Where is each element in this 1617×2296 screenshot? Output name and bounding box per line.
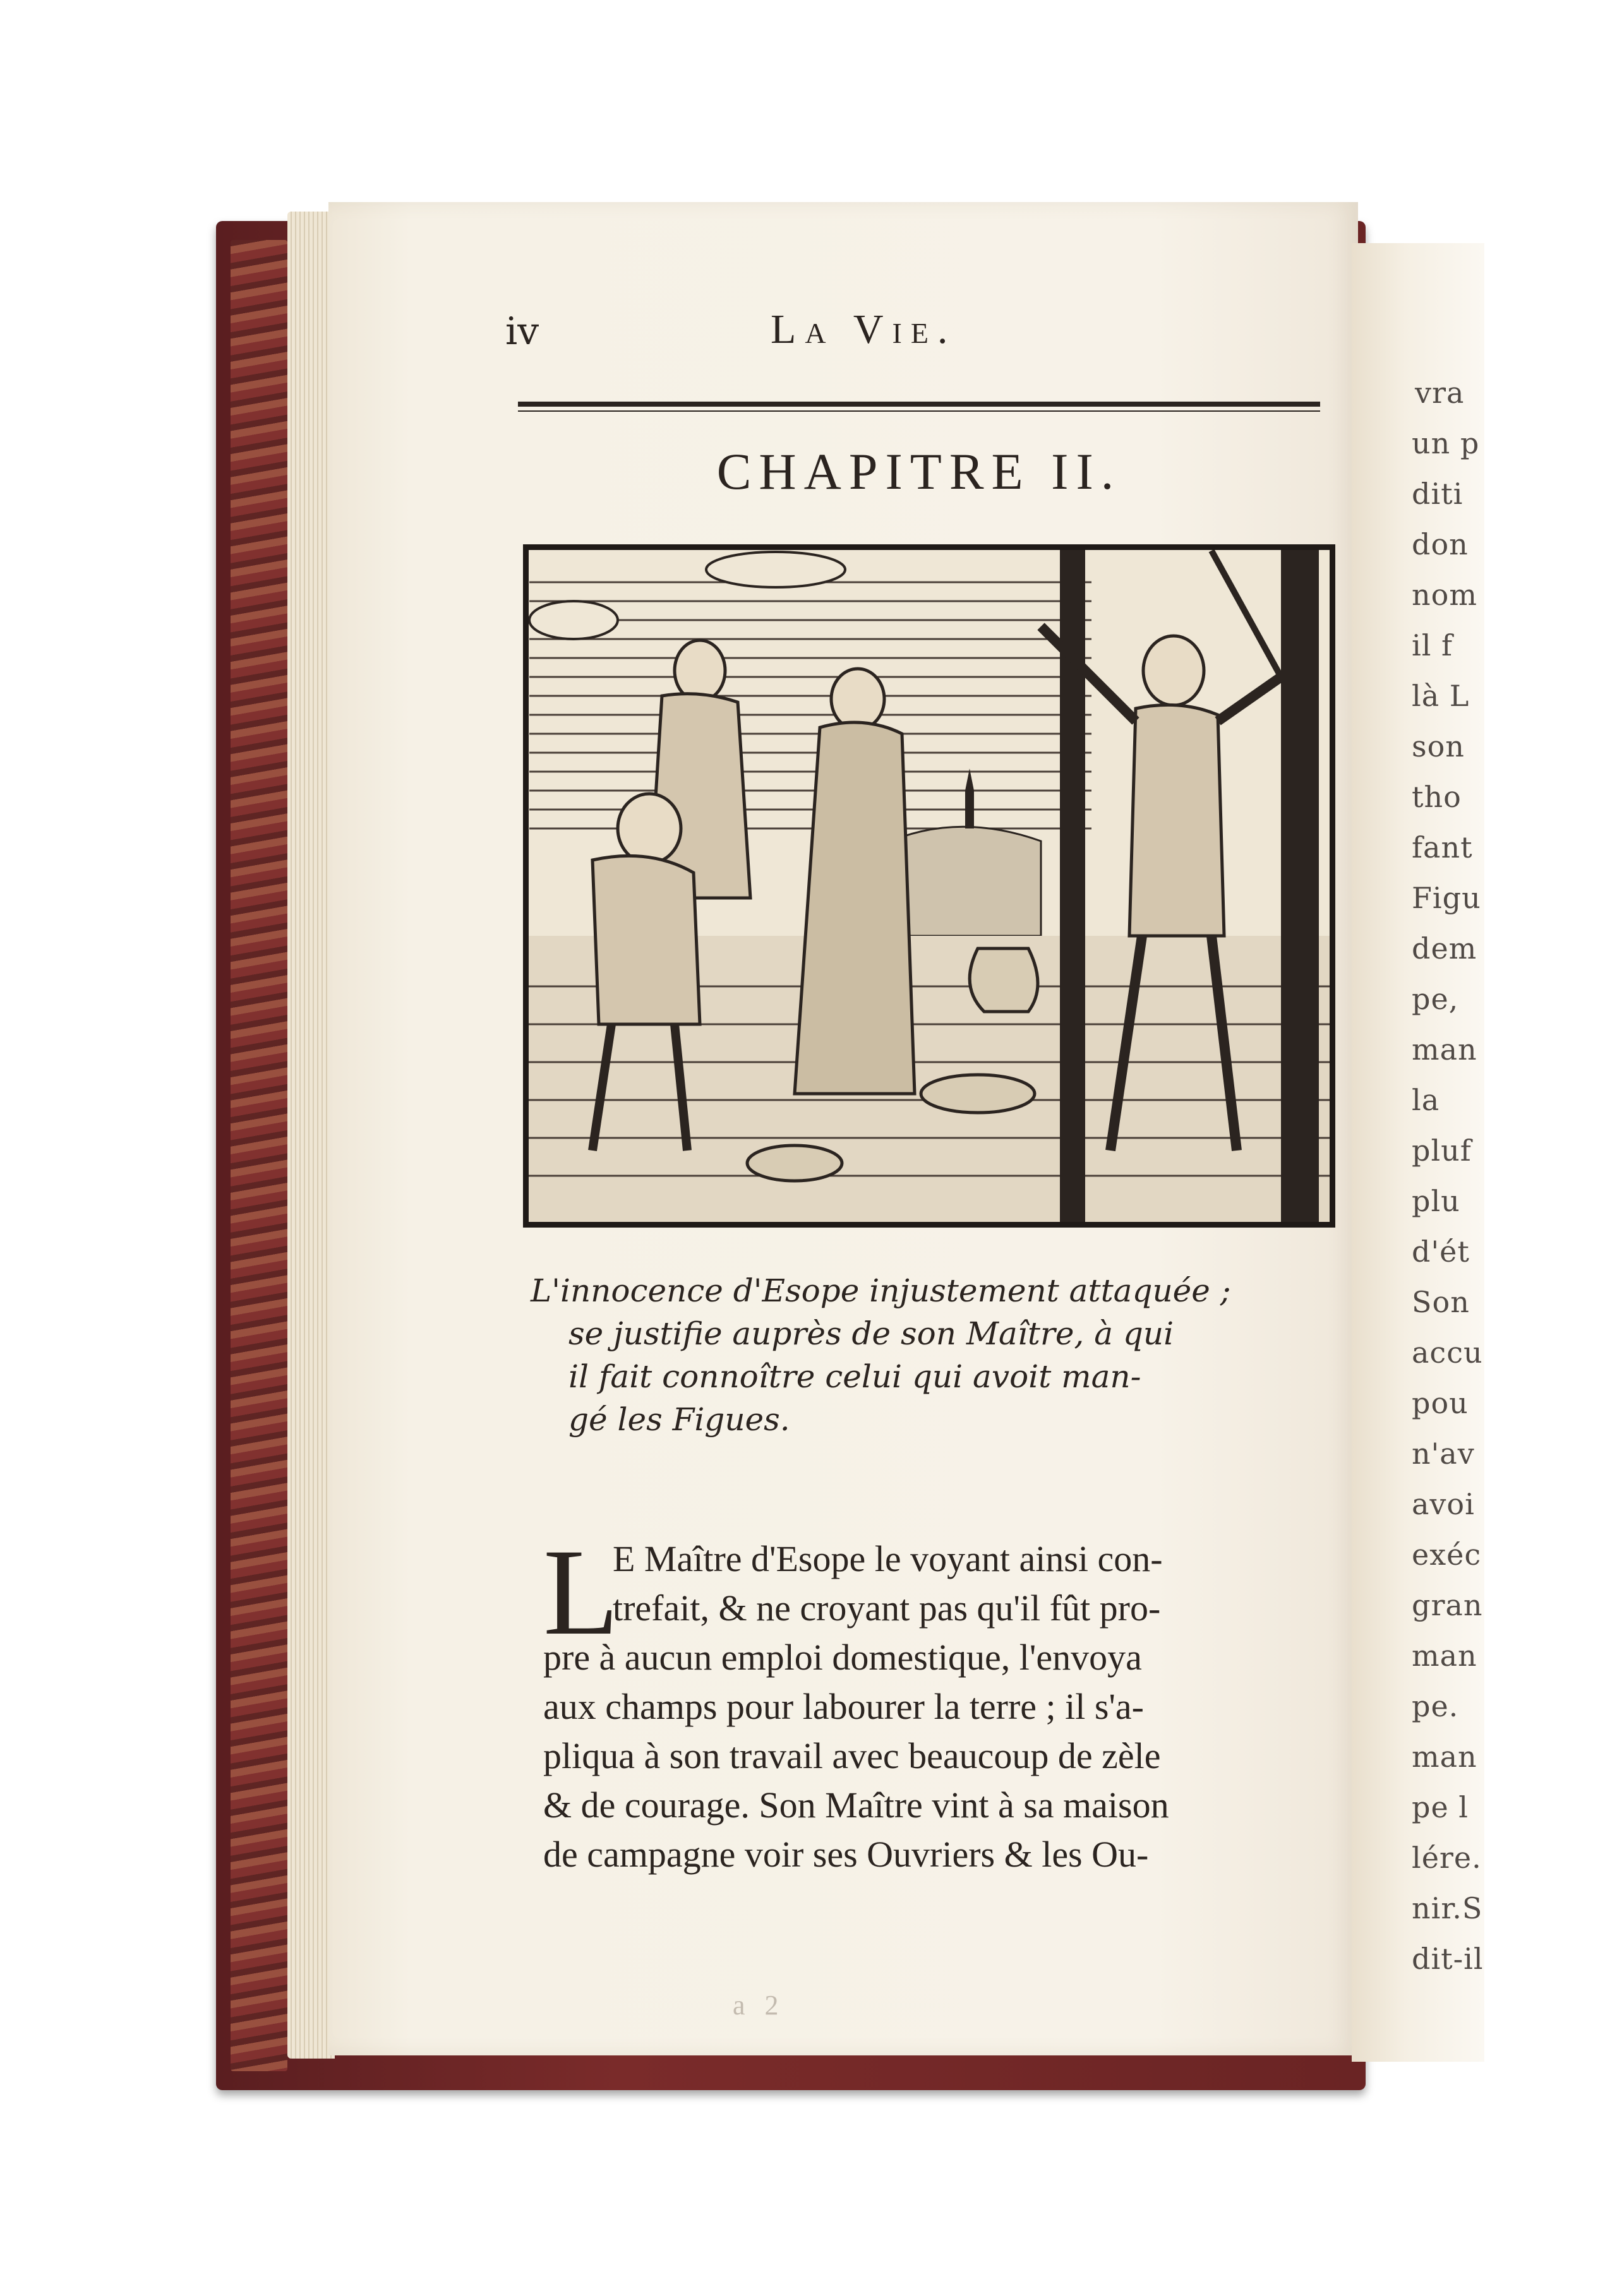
facing-page-fragment: un p (1412, 426, 1480, 460)
facing-page-fragment: là L (1412, 679, 1470, 713)
facing-page-fragment: pe l (1412, 1790, 1469, 1824)
page-number: iv (505, 309, 539, 354)
facing-page-fragment: pe, (1412, 982, 1459, 1016)
woodcut-illustration-icon (523, 544, 1335, 1228)
facing-page-fragment: diti (1412, 477, 1464, 511)
body-line: de campagne voir ses Ouvriers & les Ou- (543, 1834, 1149, 1875)
facing-page-fragment: vra (1415, 376, 1465, 410)
body-line: pliqua à son travail avec beaucoup de zèle (543, 1735, 1161, 1776)
caption-line: se justifie auprès de son Maître, à qui (568, 1315, 1174, 1352)
page-signature: a 2 (733, 1990, 785, 2021)
facing-page-fragment: don (1412, 527, 1469, 561)
facing-page-fragment: exéc (1412, 1538, 1482, 1572)
illustration-caption (531, 1269, 1352, 1441)
body-line: & de courage. Son Maître vint à sa maison (543, 1785, 1169, 1826)
facing-page-fragment: man (1412, 1032, 1477, 1067)
facing-page-fragment: dit-il (1412, 1942, 1484, 1976)
facing-page-fragment: Son (1412, 1285, 1470, 1319)
running-title: La Vie. (771, 306, 957, 352)
facing-page-fragment: d'ét (1412, 1235, 1470, 1269)
body-line: pre à aucun emploi domestique, l'envoya (543, 1637, 1142, 1678)
facing-page-fragment: lére. (1412, 1841, 1482, 1875)
facing-page-fragment: Figu (1412, 881, 1481, 915)
facing-page-fragment: pou (1412, 1386, 1469, 1420)
facing-page-fragment: la (1412, 1083, 1440, 1117)
caption-line: L'innocence d'Esope injustement attaquée ; (531, 1272, 1231, 1309)
facing-page-fragment: pe. (1412, 1689, 1459, 1723)
caption-line: il fait connoître celui qui avoit man- (568, 1358, 1141, 1395)
page-stack-edges (287, 212, 335, 2059)
facing-page-fragment: man (1412, 1639, 1477, 1673)
body-text (543, 1524, 1345, 1879)
facing-page-fragment: accu (1412, 1336, 1483, 1370)
marbled-endpaper (231, 240, 287, 2071)
facing-page-fragment: tho (1412, 780, 1462, 814)
header-rule-thin (518, 410, 1320, 412)
facing-page-fragment: fant (1412, 830, 1473, 864)
facing-page-fragment: man (1412, 1740, 1477, 1774)
facing-page-fragment: pluf (1412, 1133, 1472, 1168)
facing-page-fragment: nom (1412, 578, 1477, 612)
body-line: E Maître d'Esope le voyant ainsi con- (613, 1538, 1163, 1579)
header-rule-thick (518, 402, 1320, 407)
facing-page-fragment: n'av (1412, 1437, 1475, 1471)
caption-line: gé les Figues. (568, 1401, 790, 1438)
chapter-title: CHAPITRE II. (716, 443, 1122, 500)
body-line: aux champs pour labourer la terre ; il s'a- (543, 1686, 1144, 1727)
body-line: trefait, & ne croyant pas qu'il fût pro- (613, 1587, 1161, 1629)
drop-cap: L (543, 1524, 619, 1661)
facing-page (1352, 243, 1484, 2062)
facing-page-fragment: nir.S (1412, 1891, 1483, 1925)
facing-page-fragment: il f (1412, 628, 1453, 662)
facing-page-fragment: gran (1412, 1588, 1483, 1622)
facing-page-fragment: avoi (1412, 1487, 1475, 1521)
facing-page-fragment: plu (1412, 1184, 1460, 1218)
running-head (505, 306, 1345, 360)
facing-page-fragment: dem (1412, 931, 1477, 966)
facing-page-fragment: son (1412, 729, 1465, 763)
